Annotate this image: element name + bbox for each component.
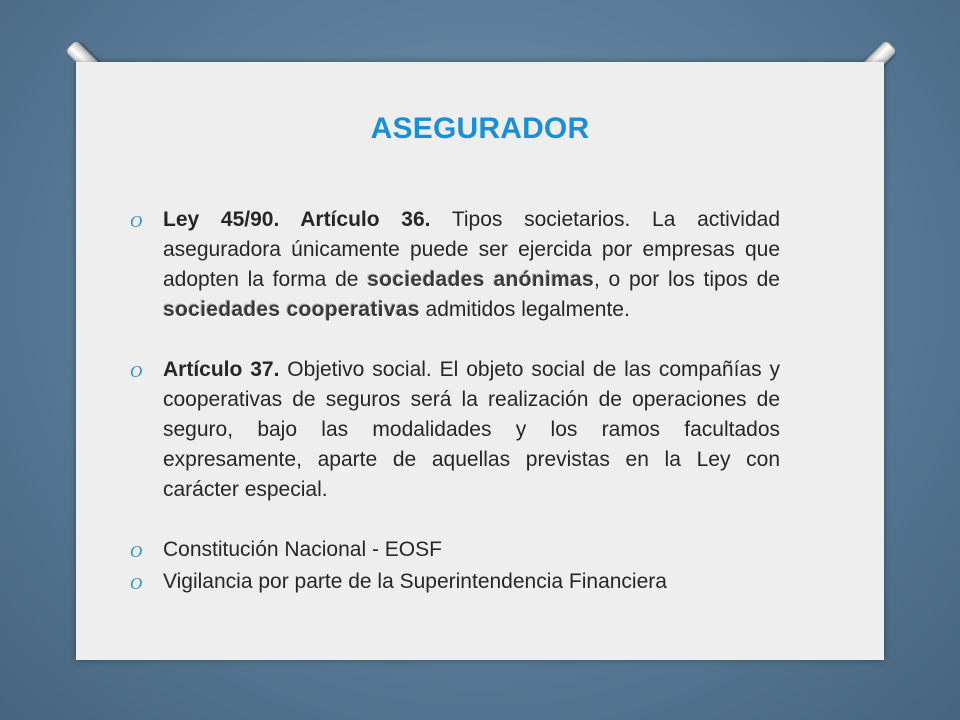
law-reference: Ley 45/90. Artículo 36. [163,208,431,231]
slide-body [130,205,780,597]
bullet-text: Tipos societarios. La actividad aseguradora únicamente puede ser ejercida por empresas que adopten la forma de [163,208,781,291]
bullet-marker-icon: O [130,574,143,593]
bullet-text: Vigilancia por parte de la Superintendencia Financiera [163,570,667,593]
bullet-marker-icon: O [130,212,143,231]
bullet-ley-45-90 [130,205,780,325]
bullet-marker-icon: O [130,542,143,561]
bullet-constitucion [130,535,780,565]
bullet-vigilancia [130,567,780,597]
bullet-text: , o por los tipos de [594,268,780,291]
bullet-marker-icon: O [130,362,143,381]
highlight-sociedades-anonimas: sociedades anónimas [367,268,594,291]
bullet-text: Constitución Nacional - EOSF [163,538,442,561]
article-reference: Artículo 37. [163,358,280,381]
slide-title: ASEGURADOR [370,112,590,145]
highlight-sociedades-cooperativas: sociedades cooperativas [163,298,420,321]
bullet-text: admitidos legalmente. [419,298,630,321]
bullet-text: Objetivo social. El objeto social de las compañías y cooperativas de seguros será la realización de operaciones de seguro, bajo las modalidades y los ramos facultados expresamente, aparte de aquellas previstas en la Ley con carácter especial. [163,358,780,501]
bullet-articulo-37 [130,355,780,505]
